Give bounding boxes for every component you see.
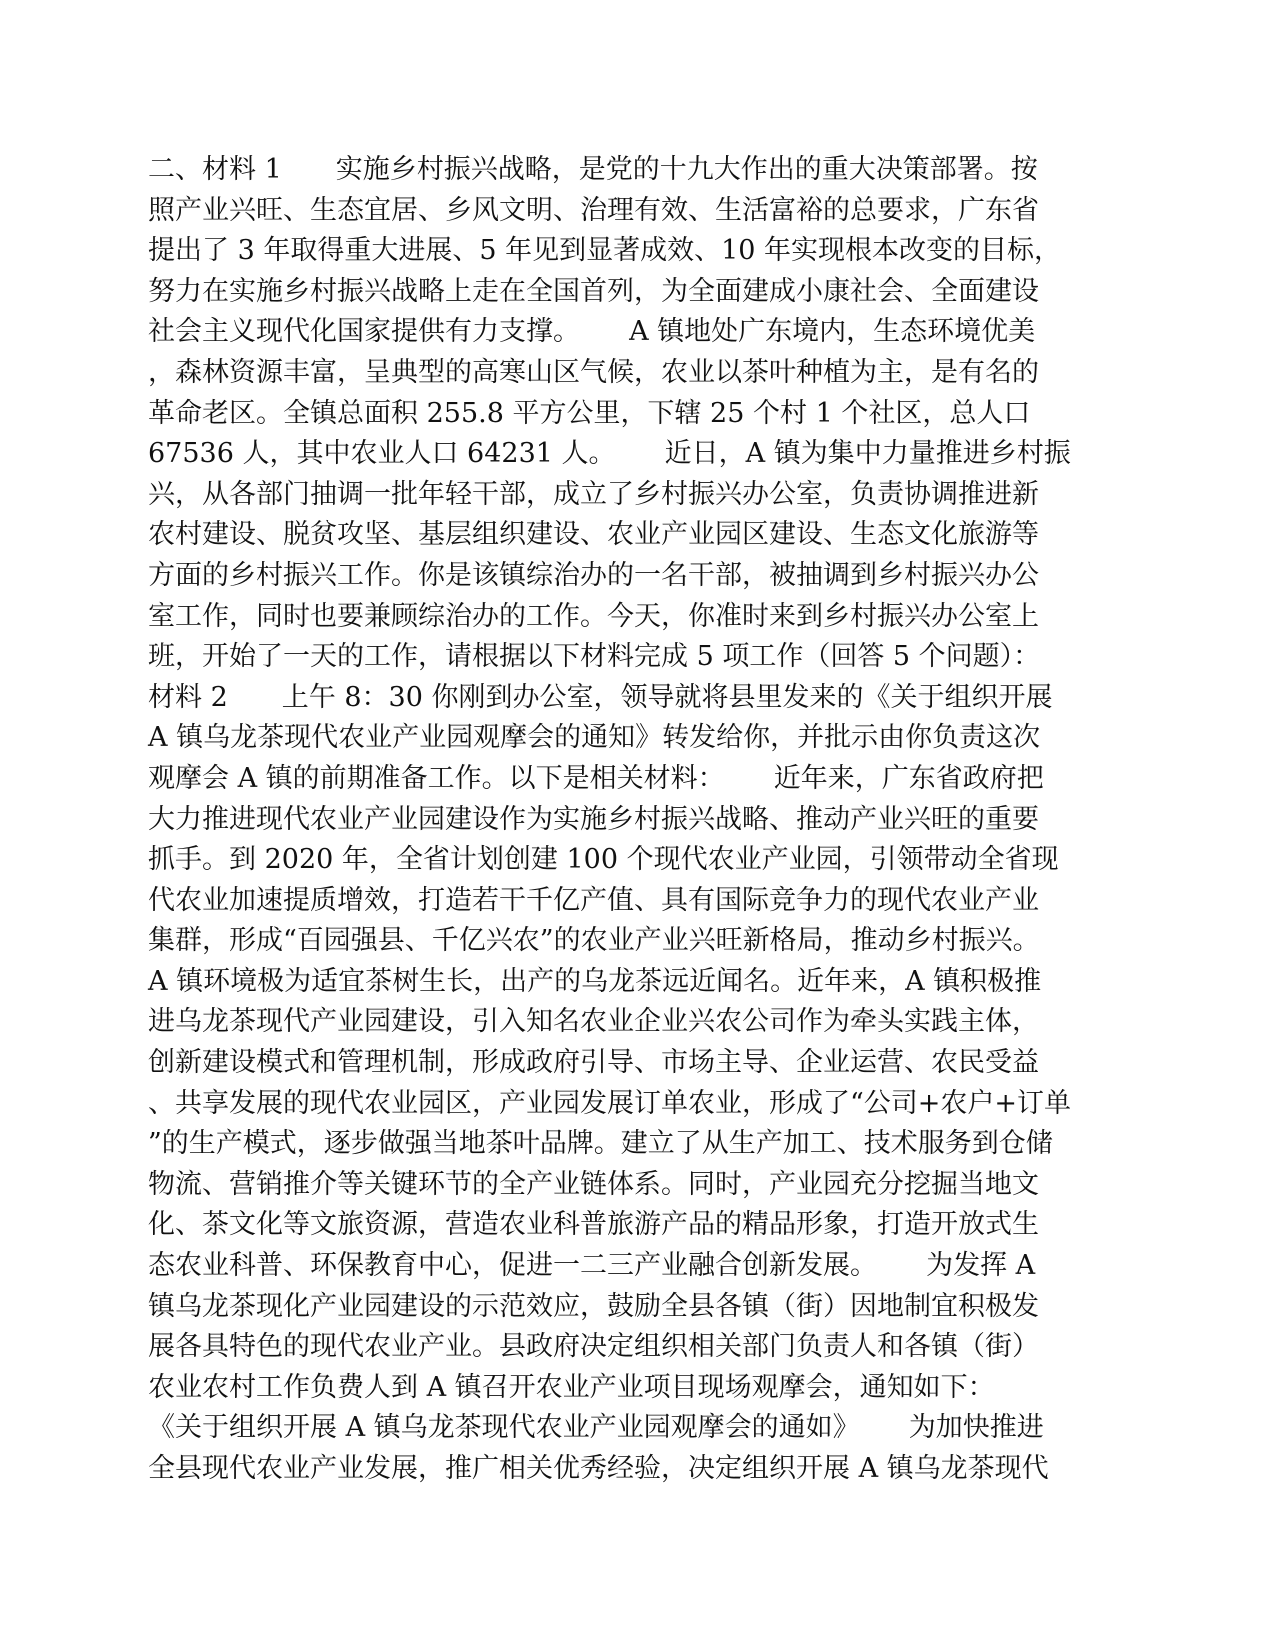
text-line: 全县现代农业产业发展，推广相关优秀经验，决定组织开展 A 镇乌龙茶现代: [148, 1453, 1049, 1484]
text-line: 农业农村工作负费人到 A 镇召开农业产业项目现场观摩会，通知如下：: [148, 1371, 995, 1403]
text-line: 努力在实施乡村振兴战略上走在全国首列，为全面建成小康社会、全面建设: [148, 275, 1039, 307]
text-line: 抓手。到 2020 年，全省计划创建 100 个现代农业产业园，引领带动全省现: [148, 844, 1059, 876]
text-line: 67536 人，其中农业人口 64231 人。 近日，A 镇为集中力量推进乡村振: [148, 438, 1071, 470]
text-line: 材料 2 上午 8：30 你刚到办公室，领导就将县里发来的《关于组织开展: [148, 681, 1053, 713]
text-line: A 镇环境极为适宜茶树生长，出产的乌龙茶远近闻名。近年来，A 镇积极推: [148, 965, 1042, 997]
text-line: 展各具特色的现代农业产业。县政府决定组织相关部门负责人和各镇（街）: [148, 1331, 1039, 1363]
text-line: 进乌龙茶现代产业园建设，引入知名农业企业兴农公司作为牵头实践主体，: [148, 1006, 1039, 1038]
text-line: 革命老区。全镇总面积 255.8 平方公里，下辖 25 个村 1 个社区，总人口: [148, 397, 1031, 429]
text-line: 二、材料 1 实施乡村振兴战略，是党的十九大作出的重大决策部署。按: [148, 154, 1038, 185]
text-line: 照产业兴旺、生态宜居、乡风文明、治理有效、生活富裕的总要求，广东省: [148, 194, 1039, 226]
text-line: 社会主义现代化国家提供有力支撑。 A 镇地处广东境内，生态环境优美: [148, 316, 1036, 348]
text-line: 兴，从各部门抽调一批年轻干部，成立了乡村振兴办公室，负责协调推进新: [148, 478, 1039, 510]
text-line: 态农业科普、环保教育中心，促进一二三产业融合创新发展。 为发挥 A: [148, 1250, 1036, 1282]
text-line: 大力推进现代农业产业园建设作为实施乡村振兴战略、推动产业兴旺的重要: [148, 803, 1039, 835]
text-line: 农村建设、脱贫攻坚、基层组织建设、农业产业园区建设、生态文化旅游等: [148, 519, 1039, 551]
text-line: ”的生产模式，逐步做强当地茶叶品牌。建立了从生产加工、技术服务到仓储: [148, 1128, 1053, 1160]
text-line: 镇乌龙茶现化产业园建设的示范效应，鼓励全县各镇（街）因地制宜积极发: [148, 1290, 1039, 1322]
text-line: 观摩会 A 镇的前期准备工作。以下是相关材料： 近年来，广东省政府把: [148, 762, 1044, 794]
text-line: 《关于组织开展 A 镇乌龙茶现代农业产业园观摩会的通如》 为加快推进: [148, 1412, 1044, 1444]
text-line: 创新建设模式和管理机制，形成政府引导、市场主导、企业运营、农民受益: [148, 1047, 1039, 1079]
text-line: 、共享发展的现代农业园区，产业园发展订单农业，形成了“公司+农户+订单: [148, 1087, 1072, 1119]
text-line: 班，开始了一天的工作，请根据以下材料完成 5 项工作（回答 5 个问题）：: [148, 641, 1041, 673]
document-body: [148, 150, 1128, 1490]
text-line: 物流、营销推介等关键环节的全产业链体系。同时，产业园充分挖掘当地文: [148, 1168, 1039, 1200]
text-line: 提出了 3 年取得重大进展、5 年见到显著成效、10 年实现根本改变的目标，: [148, 235, 1062, 267]
text-line: ，森林资源丰富，呈典型的高寒山区气候，农业以茶叶种植为主，是有名的: [148, 356, 1039, 388]
text-line: A 镇乌龙茶现代农业产业园观摩会的通知》转发给你，并批示由你负责这次: [148, 722, 1041, 754]
text-line: 化、茶文化等文旅资源，营造农业科普旅游产品的精品形象，打造开放式生: [148, 1209, 1039, 1241]
text-line: 集群，形成“百园强县、千亿兴农”的农业产业兴旺新格局，推动乡村振兴。: [148, 925, 1040, 957]
text-line: 方面的乡村振兴工作。你是该镇综治办的一名干部，被抽调到乡村振兴办公: [148, 559, 1039, 591]
text-line: 代农业加速提质增效，打造若干千亿产值、具有国际竞争力的现代农业产业: [148, 884, 1039, 916]
text-line: 室工作，同时也要兼顾综治办的工作。今天，你准时来到乡村振兴办公室上: [148, 600, 1039, 632]
